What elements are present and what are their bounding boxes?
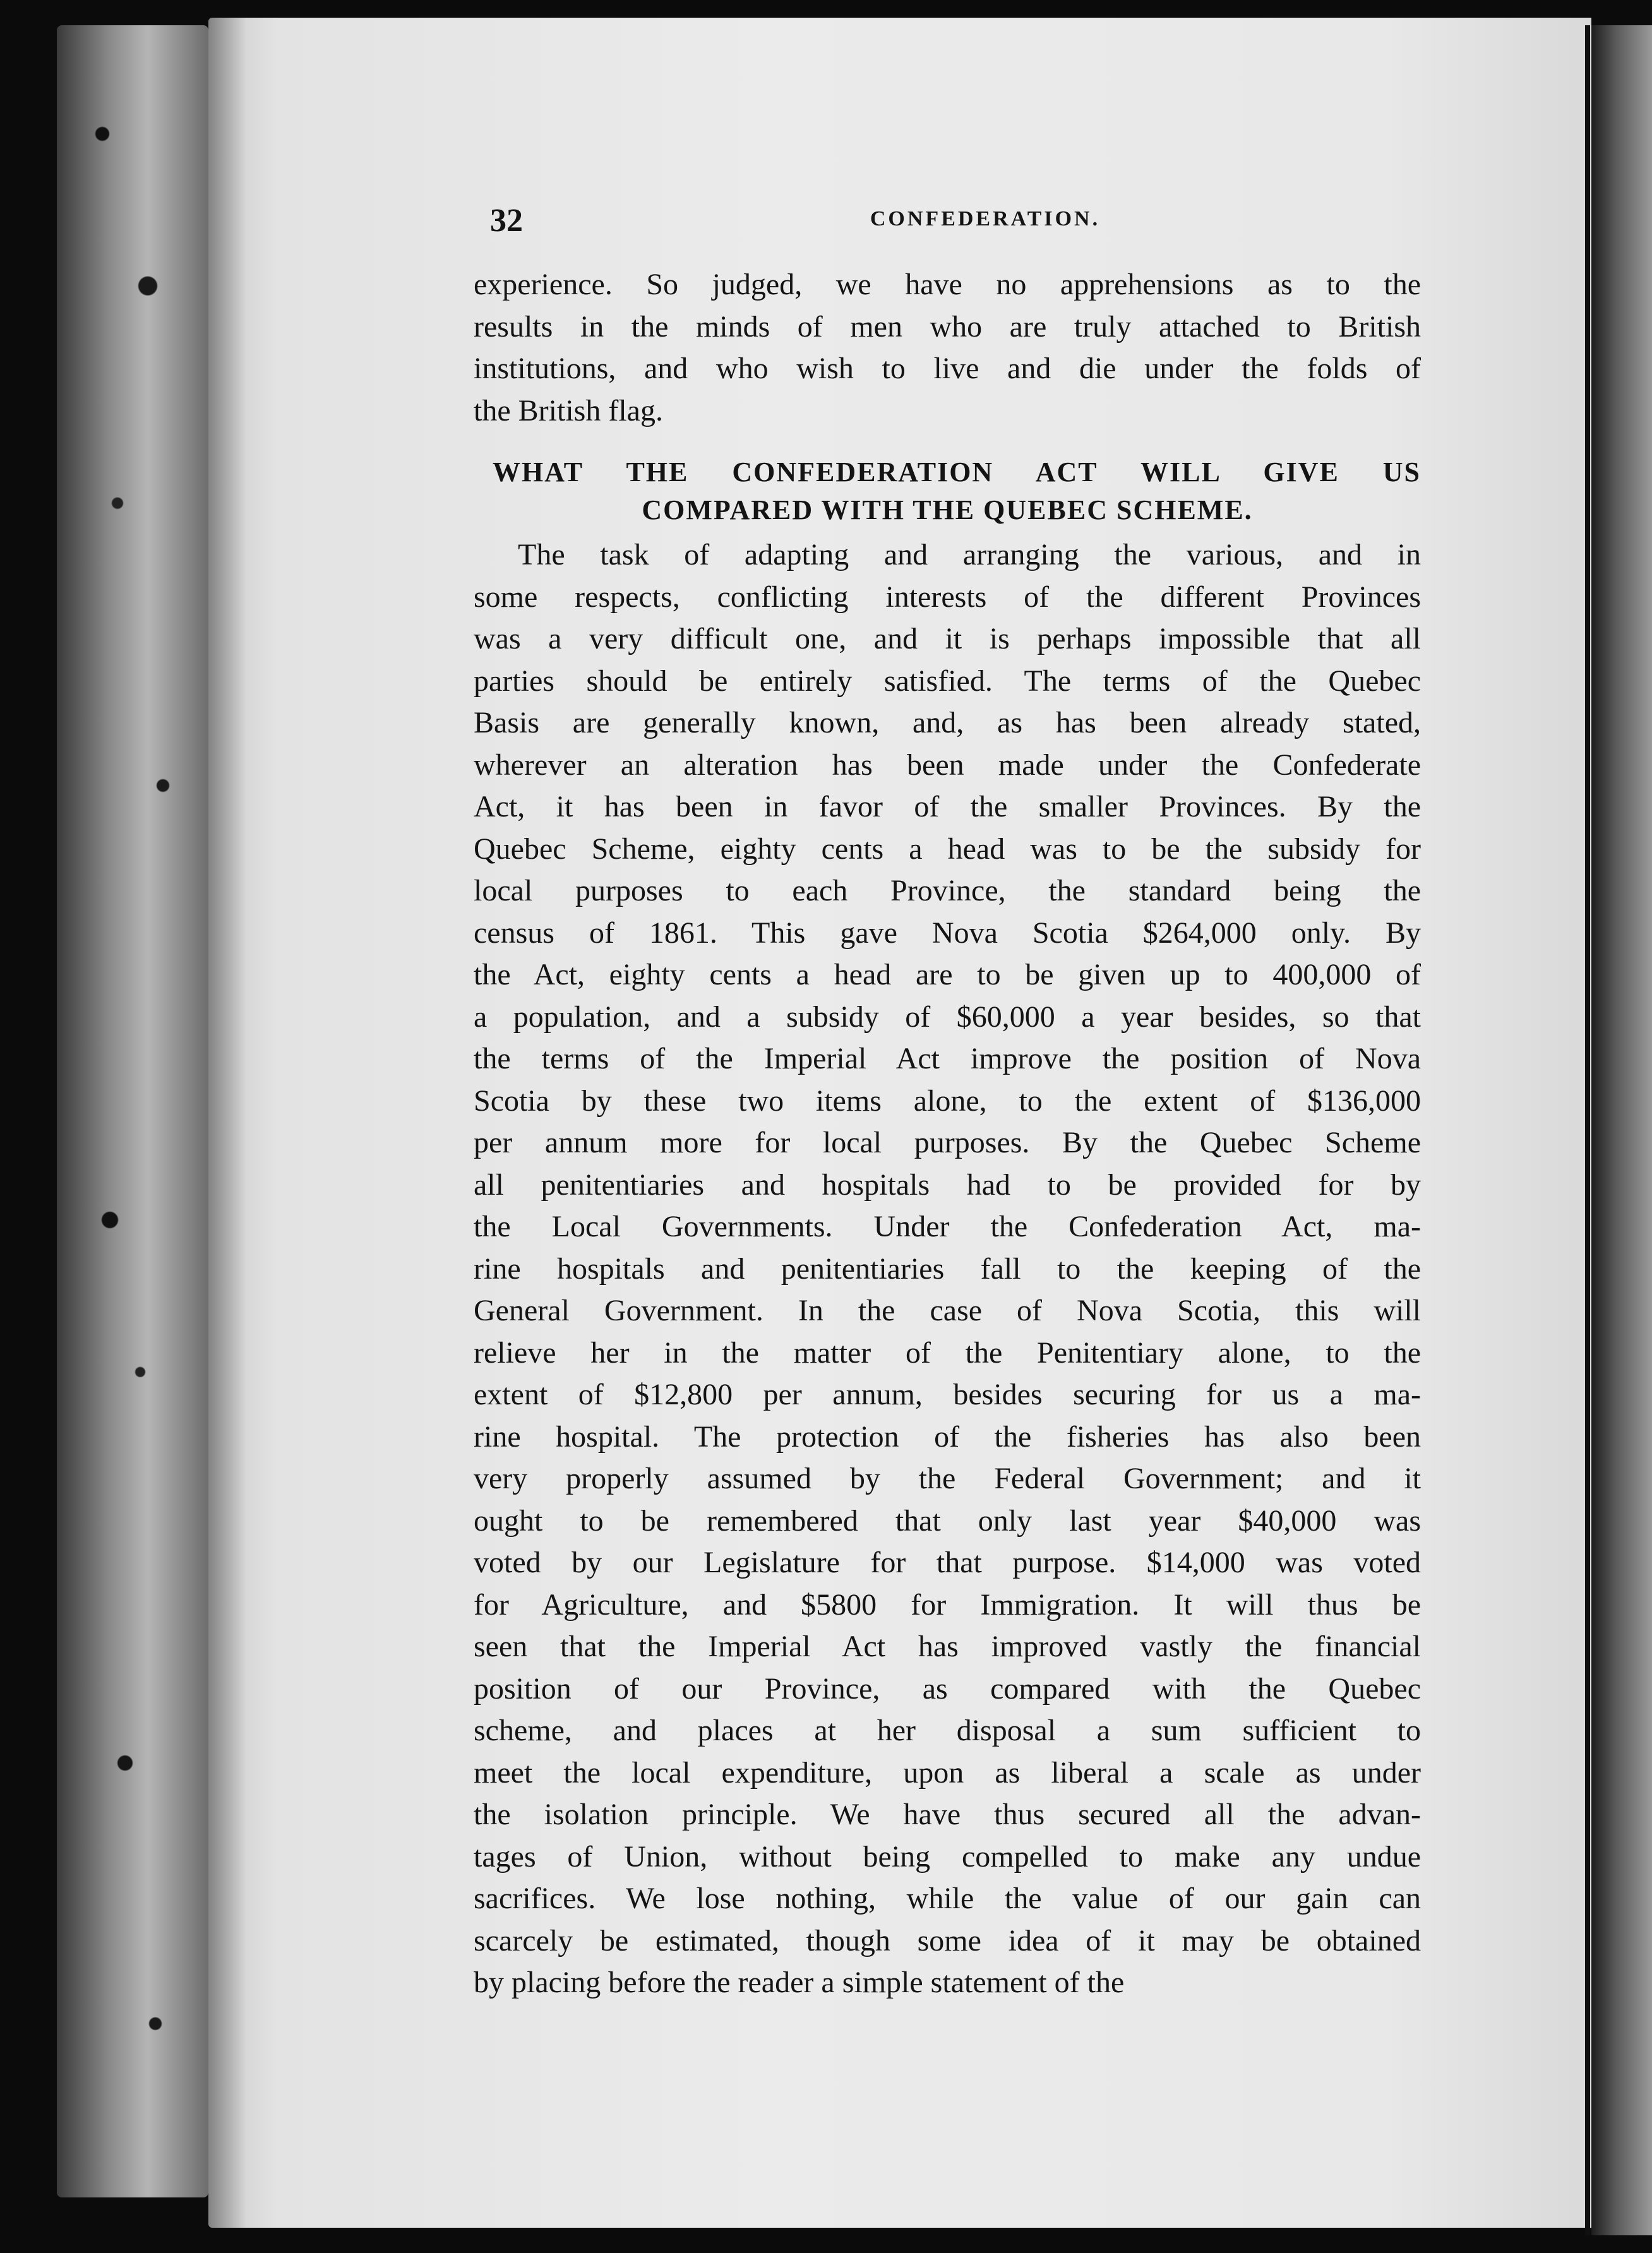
text-line: position of our Province, as compared with the Quebec	[474, 1671, 1421, 1706]
text-line: all penitentiaries and hospitals had to be provided for by	[474, 1168, 1421, 1202]
section-heading	[474, 453, 1421, 529]
text-line: The task of adapting and arranging the various, and in	[518, 538, 1421, 571]
running-head-title: CONFEDERATION.	[870, 207, 1101, 230]
text-line: census of 1861. This gave Nova Scotia $264,000 only. By	[474, 916, 1421, 950]
text-line: General Government. In the case of Nova Scotia, this will	[474, 1294, 1421, 1327]
text-line: extent of $12,800 per annum, besides securing for us a ma-	[474, 1378, 1421, 1411]
text-line: the isolation principle. We have thus secured all the advan-	[474, 1798, 1421, 1831]
text-line: meet the local expenditure, upon as liberal a scale as under	[474, 1755, 1421, 1790]
text-line: tages of Union, without being compelled to make any undue	[474, 1839, 1421, 1874]
page-number: 32	[490, 203, 523, 239]
text-line: Scotia by these two items alone, to the extent of $136,000	[474, 1084, 1421, 1118]
text-line: institutions, and who wish to live and die under the folds of	[474, 352, 1421, 385]
text-line: very properly assumed by the Federal Government; and it	[474, 1462, 1421, 1495]
text-line: results in the minds of men who are truly attached to British	[474, 309, 1421, 344]
page-text	[474, 202, 1421, 2004]
text-line: ought to be remembered that only last year $40,000 was	[474, 1503, 1421, 1538]
left-page-stack	[57, 25, 208, 2197]
text-line: the Local Governments. Under the Confederation Act, ma-	[474, 1210, 1421, 1243]
text-line: rine hospital. The protection of the fisheries has also been	[474, 1419, 1421, 1454]
running-head	[474, 202, 1421, 253]
text-line: Act, it has been in favor of the smaller Provinces. By the	[474, 790, 1421, 823]
text-line: local purposes to each Province, the standard being the	[474, 874, 1421, 907]
text-line: scarcely be estimated, though some idea of it may be obtained	[474, 1923, 1421, 1957]
text-line: voted by our Legislature for that purpose. $14,000 was voted	[474, 1546, 1421, 1579]
text-line: a population, and a subsidy of $60,000 a year besides, so that	[474, 1000, 1421, 1034]
text-line: the terms of the Imperial Act improve the position of Nova	[474, 1042, 1421, 1075]
text-line: relieve her in the matter of the Penitentiary alone, to the	[474, 1336, 1421, 1370]
text-line: experience. So judged, we have no apprehensions as to the	[474, 268, 1421, 301]
text-line: sacrifices. We lose nothing, while the value of our gain can	[474, 1882, 1421, 1915]
heading-line: WHAT THE CONFEDERATION ACT WILL GIVE US	[493, 457, 1421, 487]
body-paragraph	[474, 534, 1421, 2004]
gutter-shadow	[208, 18, 246, 2228]
text-line: the British flag.	[474, 393, 663, 427]
text-line: by placing before the reader a simple statement of the	[474, 1966, 1125, 1999]
text-line: for Agriculture, and $5800 for Immigration. It will thus be	[474, 1587, 1421, 1622]
text-line: the Act, eighty cents a head are to be given up to 400,000 of	[474, 958, 1421, 991]
text-line: some respects, conflicting interests of the different Provinces	[474, 580, 1421, 614]
intro-paragraph	[474, 264, 1421, 432]
text-line: seen that the Imperial Act has improved vastly the financial	[474, 1630, 1421, 1663]
text-line: was a very difficult one, and it is perhaps impossible that all	[474, 622, 1421, 655]
text-line: parties should be entirely satisfied. The terms of the Quebec	[474, 664, 1421, 698]
text-line: Basis are generally known, and, as has been already stated,	[474, 706, 1421, 739]
text-line: scheme, and places at her disposal a sum sufficient to	[474, 1714, 1421, 1747]
right-page-border	[1585, 25, 1590, 2235]
heading-line: COMPARED WITH THE QUEBEC SCHEME.	[642, 494, 1253, 525]
right-page-edge	[1591, 25, 1652, 2235]
text-line: rine hospitals and penitentiaries fall to the keeping of the	[474, 1252, 1421, 1286]
text-line: per annum more for local purposes. By the Quebec Scheme	[474, 1126, 1421, 1159]
text-line: wherever an alteration has been made under the Confederate	[474, 748, 1421, 782]
text-line: Quebec Scheme, eighty cents a head was to be the subsidy for	[474, 832, 1421, 866]
